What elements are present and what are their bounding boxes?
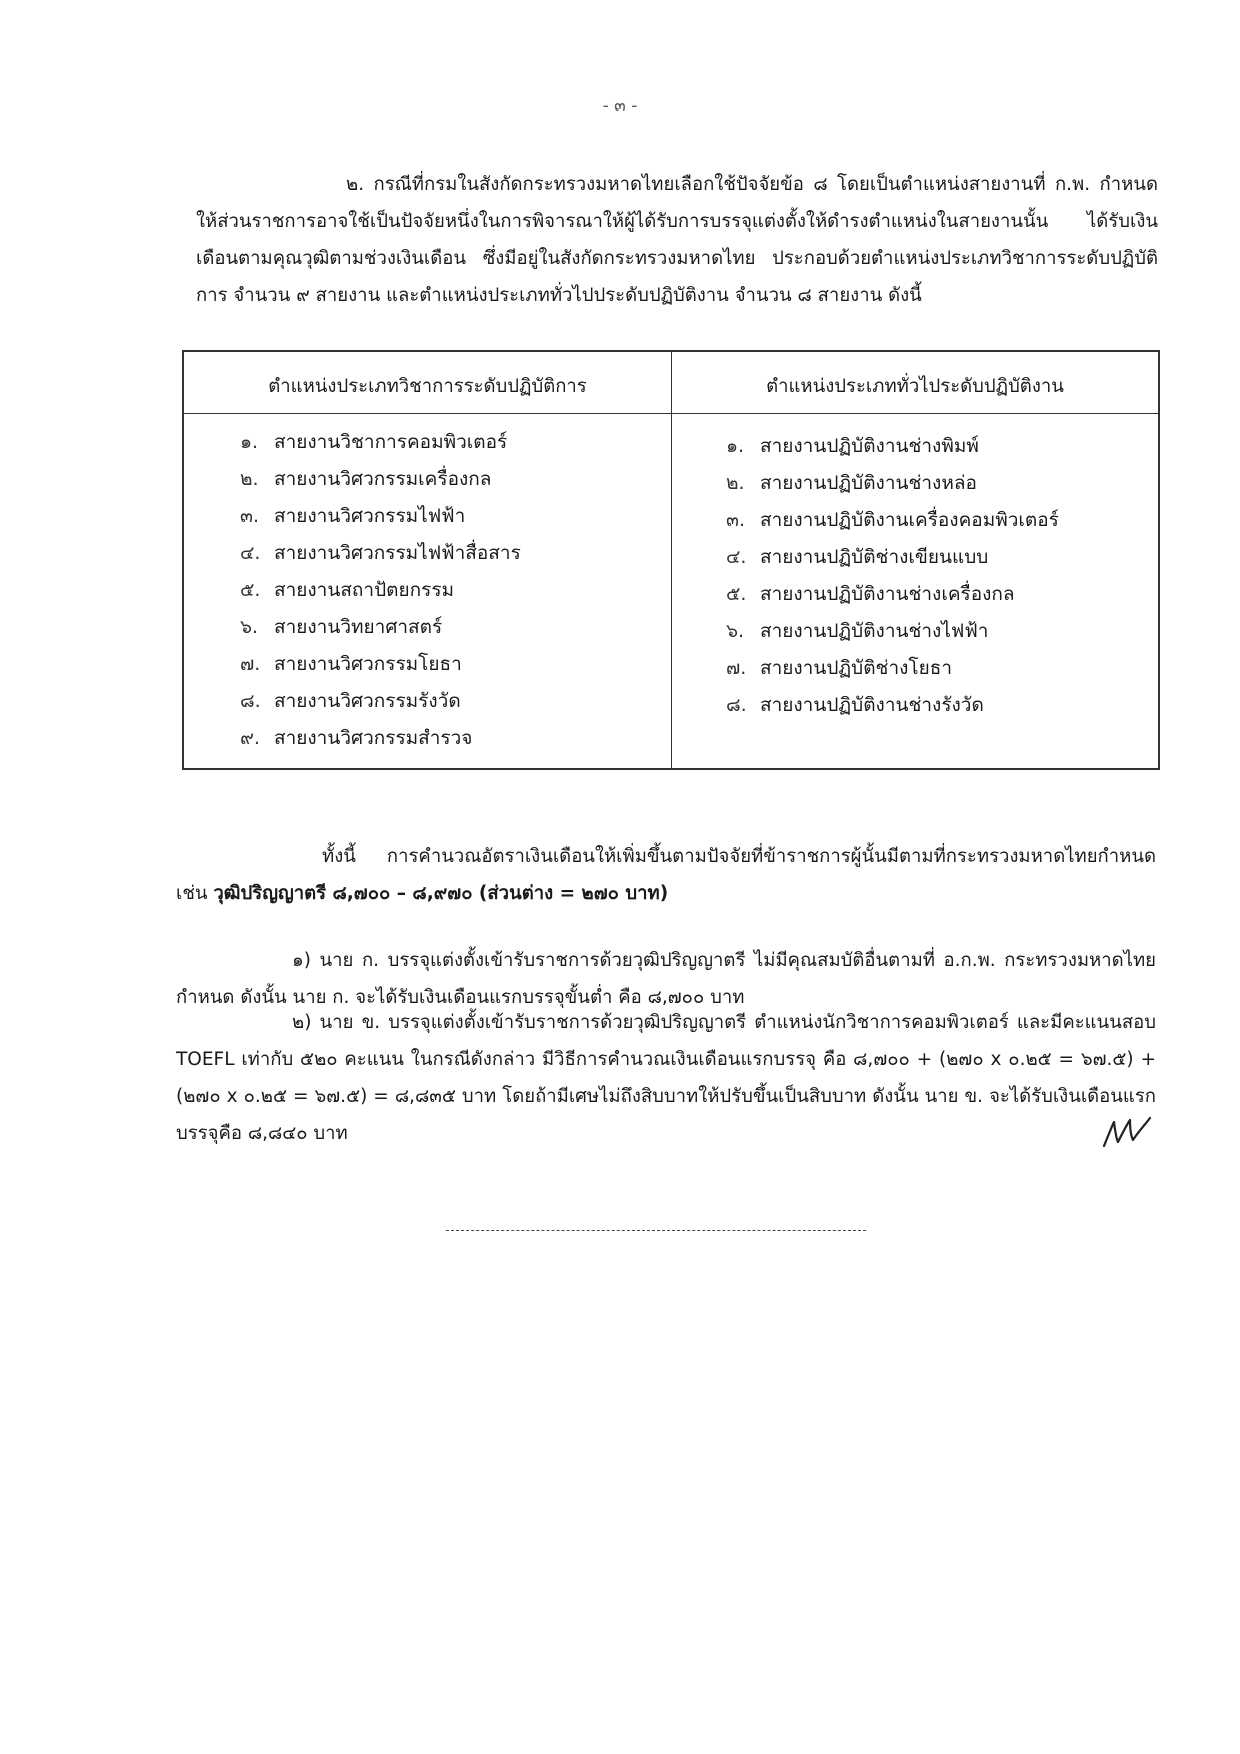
- item-number: ๖.: [726, 620, 745, 642]
- list-item: [184, 498, 671, 535]
- item-label: สายงานปฏิบัติช่างโยธา: [760, 657, 952, 679]
- page-number: - ๓ -: [602, 96, 638, 116]
- item-label: สายงานวิศวกรรมเครื่องกล: [274, 468, 492, 490]
- list-item: [672, 428, 1158, 465]
- item-number: ๒.: [726, 472, 745, 494]
- example-2: ๒) นาย ข. บรรจุแต่งตั้งเข้ารับราชการด้วยวุฒิปริญญาตรี ตำแหน่งนักวิชาการคอมพิวเตอร์ และมีคะแนนสอบ TOEFL เท่ากับ ๕๒๐ คะแนน ในกรณีดังกล่าว มีวิธีการคำนวณเงินเดือนแรกบรรจุ คือ ๘,๗๐๐ + (๒๗๐ x ๐.๒๕ = ๖๗.๕) + (๒๗๐ x ๐.๒๕ = ๖๗.๕) = ๘,๘๓๕ บาท โดยถ้ามีเศษไม่ถึงสิบบาทให้ปรับขึ้นเป็นสิบบาท ดังนั้น นาย ข. จะได้รับเงินเดือนแรกบรรจุคือ ๘,๘๔๐ บาท: [176, 1012, 1156, 1144]
- item-label: สายงานปฏิบัติงานช่างเครื่องกล: [760, 583, 1015, 605]
- item-number: ๓.: [726, 509, 746, 531]
- item-number: ๔.: [726, 546, 747, 568]
- item-label: สายงานวิชาการคอมพิวเตอร์: [274, 431, 508, 453]
- example-1: ๑) นาย ก. บรรจุแต่งตั้งเข้ารับราชการด้วยวุฒิปริญญาตรี ไม่มีคุณสมบัติอื่นตามที่ อ.ก.พ. กระทรวงมหาดไทยกำหนด ดังนั้น นาย ก. จะได้รับเงินเดือนแรกบรรจุขั้นต่ำ คือ ๘,๗๐๐ บาท: [176, 950, 1156, 1008]
- list-item: [672, 613, 1158, 650]
- general-list: [672, 414, 1158, 724]
- item-label: สายงานปฏิบัติช่างเขียนแบบ: [760, 546, 989, 568]
- salary-range: วุฒิปริญญาตรี ๘,๗๐๐ – ๘,๙๗๐ (ส่วนต่าง = ๒๗๐ บาท): [213, 883, 669, 904]
- list-item: [672, 539, 1158, 576]
- position-table: [182, 350, 1160, 770]
- item-label: สายงานปฏิบัติงานเครื่องคอมพิวเตอร์: [760, 509, 1059, 531]
- general-column: [672, 352, 1158, 768]
- item-label: สายงานปฏิบัติงานช่างพิมพ์: [760, 435, 979, 457]
- item-label: สายงานปฏิบัติงานช่างหล่อ: [760, 472, 977, 494]
- item-label: สายงานปฏิบัติงานช่างไฟฟ้า: [760, 620, 989, 642]
- list-item: [672, 576, 1158, 613]
- item-number: ๑.: [726, 435, 745, 457]
- item-label: สายงานวิศวกรรมรังวัด: [274, 690, 461, 712]
- list-item: [184, 646, 671, 683]
- item-number: ๗.: [240, 653, 261, 675]
- item-number: ๑.: [240, 431, 259, 453]
- item-number: ๗.: [726, 657, 747, 679]
- academic-list: [184, 414, 671, 757]
- item-label: สายงานวิศวกรรมสำรวจ: [274, 727, 473, 749]
- list-item: [184, 535, 671, 572]
- list-item: [184, 683, 671, 720]
- calculation-text: ทั้งนี้ การคำนวณอัตราเงินเดือนให้เพิ่มขึ้นตามปัจจัยที่ข้าราชการผู้นั้นมีตามที่กระทรวงมหาดไทยกำหนด เช่น: [176, 846, 1156, 904]
- list-item: [672, 465, 1158, 502]
- item-number: ๖.: [240, 616, 259, 638]
- item-label: สายงานวิศวกรรมไฟฟ้าสื่อสาร: [274, 542, 521, 564]
- list-item: [672, 687, 1158, 724]
- list-item: [184, 572, 671, 609]
- academic-column-header: ตำแหน่งประเภทวิชาการระดับปฏิบัติการ: [184, 352, 671, 414]
- item-number: ๓.: [240, 505, 260, 527]
- calculation-paragraph: [176, 838, 1156, 912]
- academic-column: [184, 352, 672, 768]
- item-label: สายงานสถาปัตยกรรม: [274, 579, 455, 601]
- item-label: สายงานวิศวกรรมโยธา: [274, 653, 462, 675]
- item-number: ๕.: [240, 579, 261, 601]
- list-item: [184, 461, 671, 498]
- end-divider: [446, 1230, 866, 1231]
- item-label: สายงานวิทยาศาสตร์: [274, 616, 443, 638]
- item-number: ๘.: [240, 690, 261, 712]
- item-label: สายงานวิศวกรรมไฟฟ้า: [274, 505, 466, 527]
- item-number: ๙.: [240, 727, 260, 749]
- list-item: [672, 502, 1158, 539]
- item-number: ๔.: [240, 542, 261, 564]
- item-number: ๒.: [240, 468, 259, 490]
- list-item: [672, 650, 1158, 687]
- list-item: [184, 609, 671, 646]
- general-column-header: ตำแหน่งประเภททั่วไประดับปฏิบัติงาน: [672, 352, 1158, 414]
- item-number: ๕.: [726, 583, 747, 605]
- intro-paragraph: ๒. กรณีที่กรมในสังกัดกระทรวงมหาดไทยเลือกใช้ปัจจัยข้อ ๘ โดยเป็นตำแหน่งสายงานที่ ก.พ. กำหนดให้ส่วนราชการอาจใช้เป็นปัจจัยหนึ่งในการพิจารณาให้ผู้ได้รับการบรรจุแต่งตั้งให้ดำรงตำแหน่งในสายงานนั้น ได้รับเงินเดือนตามคุณวุฒิตามช่วงเงินเดือน ซึ่งมีอยู่ในสังกัดกระทรวงมหาดไทย ประกอบด้วยตำแหน่งประเภทวิชาการระดับปฏิบัติการ จำนวน ๙ สายงาน และตำแหน่งประเภททั่วไปประดับปฏิบัติงาน จำนวน ๘ สายงาน ดังนี้: [196, 174, 1158, 306]
- item-label: สายงานปฏิบัติงานช่างรังวัด: [760, 694, 984, 716]
- list-item: [184, 424, 671, 461]
- list-item: [184, 720, 671, 757]
- item-number: ๘.: [726, 694, 747, 716]
- handwritten-initials: [1100, 1112, 1160, 1152]
